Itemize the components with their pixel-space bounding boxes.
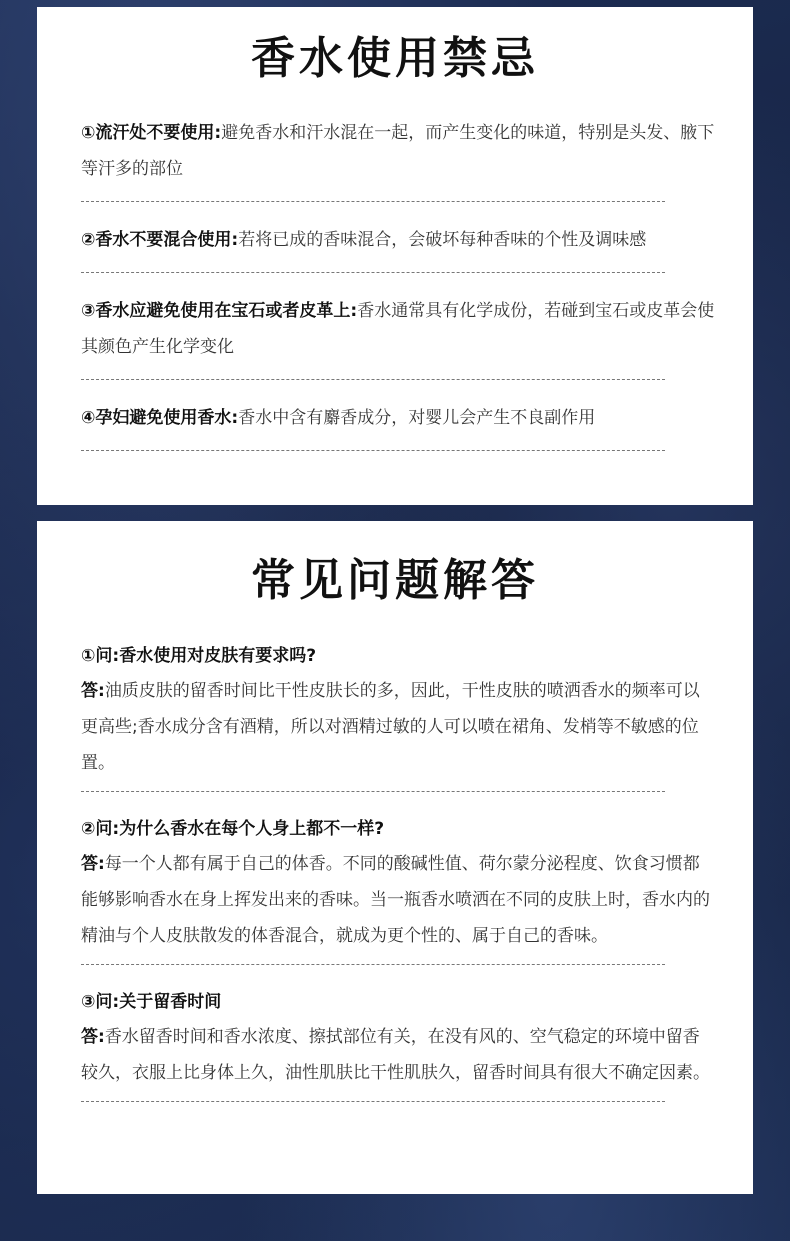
faq-answer: 每一个人都有属于自己的体香。不同的酸碱性值、荷尔蒙分泌程度、饮食习惯都能够影响香水在身上挥发出来的香味。当一瓶香水喷洒在不同的皮肤上时，香水内的精油与个人皮肤散发的体香混合，就成为更个性的、属于自己的香味。 xyxy=(81,854,710,946)
taboo-item-body: 香水通常具有化学成份，若碰到宝石或皮革会使其颜色产生化学变化 xyxy=(81,301,715,357)
faq-card xyxy=(37,521,753,1194)
taboo-list xyxy=(37,115,753,451)
taboo-item xyxy=(81,222,715,258)
faq-answer: 香水留香时间和香水浓度、擦拭部位有关，在没有风的、空气稳定的环境中留香较久，衣服上比身体上久，油性肌肤比干性肌肤久，留香时间具有很大不确定因素。 xyxy=(81,1027,710,1083)
faq-answer: 油质皮肤的留香时间比干性皮肤长的多，因此，干性皮肤的喷洒香水的频率可以更高些;香水成分含有酒精，所以对酒精过敏的人可以喷在裙角、发梢等不敏感的位置。 xyxy=(81,681,700,773)
taboo-item-head: ①流汗处不要使用: xyxy=(81,123,222,143)
taboo-item-body: 香水中含有麝香成分，对婴儿会产生不良副作用 xyxy=(238,408,596,428)
taboo-item xyxy=(81,115,715,187)
faq-question: ③问:关于留香时间 xyxy=(81,992,222,1012)
taboo-item-head: ④孕妇避免使用香水: xyxy=(81,408,239,428)
divider xyxy=(81,1101,665,1102)
taboo-item-body: 若将已成的香味混合，会破坏每种香味的个性及调味感 xyxy=(238,230,647,250)
divider xyxy=(81,791,665,792)
divider xyxy=(81,450,665,451)
faq-title: 常见问题解答 xyxy=(251,555,539,606)
faq-question: ②问:为什么香水在每个人身上都不一样? xyxy=(81,819,385,839)
taboo-item-head: ②香水不要混合使用: xyxy=(81,230,239,250)
taboo-item xyxy=(81,400,715,436)
faq-list xyxy=(37,639,753,1102)
divider xyxy=(81,272,665,273)
faq-question: ①问:香水使用对皮肤有要求吗? xyxy=(81,646,317,666)
taboo-item xyxy=(81,293,715,365)
divider xyxy=(81,201,665,202)
divider xyxy=(81,379,665,380)
divider xyxy=(81,964,665,965)
taboo-card xyxy=(37,7,753,505)
faq-answer-head: 答: xyxy=(81,1027,105,1047)
faq-item xyxy=(81,639,715,781)
taboo-title: 香水使用禁忌 xyxy=(251,33,539,84)
faq-item xyxy=(81,985,715,1091)
faq-answer-head: 答: xyxy=(81,854,105,874)
faq-answer-head: 答: xyxy=(81,681,105,701)
taboo-item-body: 避免香水和汗水混在一起，而产生变化的味道，特别是头发、腋下等汗多的部位 xyxy=(81,123,715,179)
faq-item xyxy=(81,812,715,954)
taboo-item-head: ③香水应避免使用在宝石或者皮革上: xyxy=(81,301,358,321)
